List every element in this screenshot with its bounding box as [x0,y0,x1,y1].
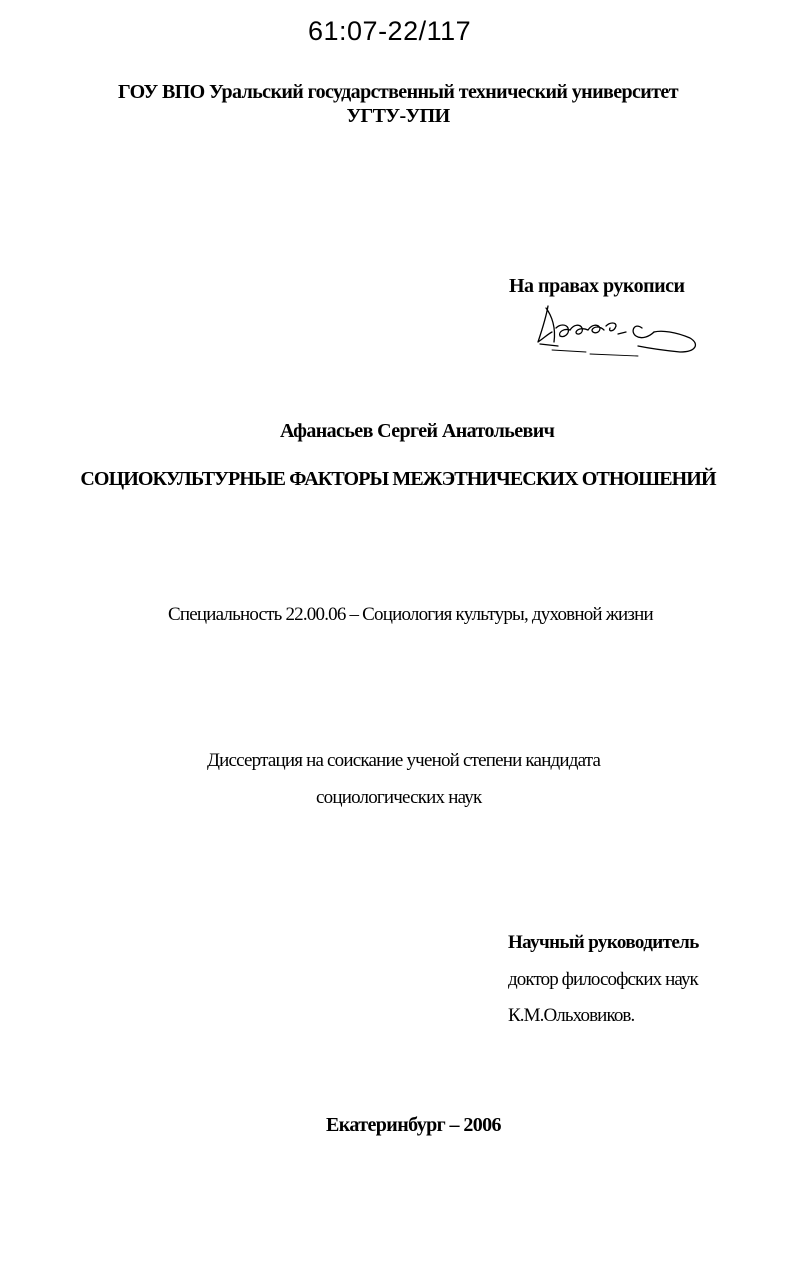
handwritten-signature [530,298,700,368]
institution-name: ГОУ ВПО Уральский государственный технический университет [118,81,678,103]
degree-description-line1: Диссертация на соискание ученой степени кандидата [207,750,601,771]
city-year: Екатеринбург – 2006 [326,1114,501,1136]
catalog-number: 61:07-22/117 [308,16,472,46]
degree-description-line2: социологических наук [316,787,482,808]
supervisor-degree: доктор философских наук [508,969,698,990]
supervisor-name: К.М.Ольховиков. [508,1005,635,1026]
institution-abbreviation: УГТУ-УПИ [346,105,450,127]
supervisor-label: Научный руководитель [508,932,699,953]
specialty-line: Специальность 22.00.06 – Социология культуры, духовной жизни [168,604,653,625]
author-name: Афанасьев Сергей Анатольевич [280,420,555,442]
institution-block [0,80,796,128]
thesis-title: СОЦИОКУЛЬТУРНЫЕ ФАКТОРЫ МЕЖЭТНИЧЕСКИХ ОТНОШЕНИЙ [80,468,716,490]
manuscript-rights-label: На правах рукописи [509,275,685,297]
